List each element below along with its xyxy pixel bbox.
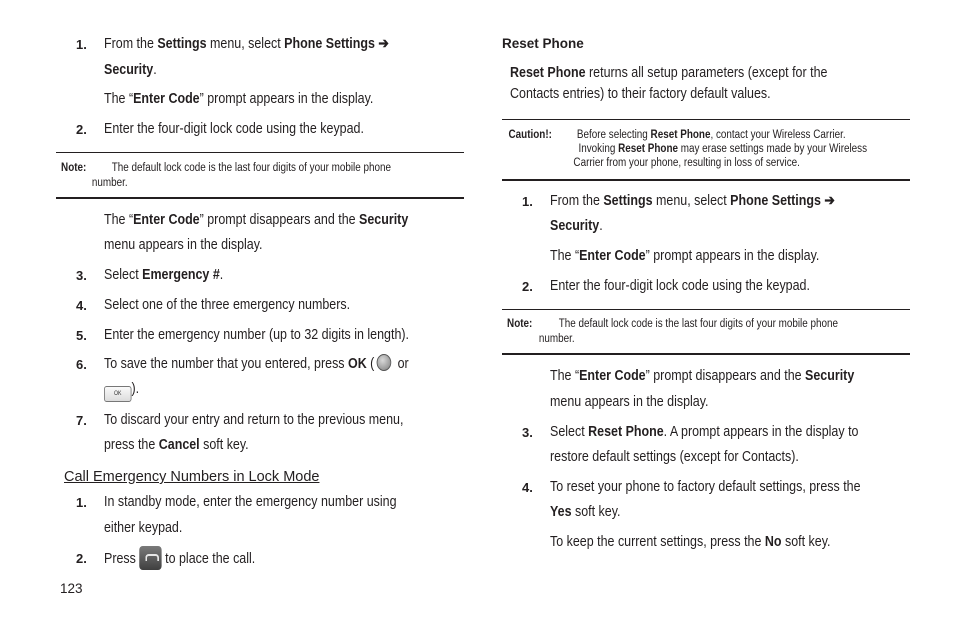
step-text-continued: press the Cancel soft key. [104,437,249,453]
step-text-continued: Security. [104,62,157,78]
step-text: Enter the four-digit lock code using the keypad. [104,121,364,137]
step-text: Select Reset Phone. A prompt appears in the display to [550,424,859,440]
step-number: 3. [76,268,87,283]
note-top-rule [502,309,910,310]
note-text-continued: number. [538,333,575,345]
note-bottom-rule [502,353,910,355]
step-number: 2. [76,122,87,137]
note-label: Note: [61,162,87,174]
step-subtext: The “Enter Code” prompt appears in the display. [104,91,374,107]
paragraph: Reset Phone returns all setup parameters (except for the [510,65,828,81]
step-text-continued: OK ). [104,377,139,402]
caution-text-continued: Carrier from your phone, resulting in loss of service. [573,157,800,169]
page-number: 123 [60,581,83,596]
send-key-icon [139,546,161,570]
step-text-continued: Yes soft key. [550,504,621,520]
step-text: To reset your phone to factory default settings, press the [550,479,861,495]
caution-text-continued: Invoking Reset Phone may erase settings made by your Wireless [578,143,868,155]
ok-soft-key-icon: OK [104,386,132,402]
step-text: To discard your entry and return to the previous menu, [104,412,404,428]
paragraph-continued: menu appears in the display. [550,394,709,410]
caution-label: Caution!: [508,129,552,141]
paragraph: The “Enter Code” prompt disappears and the Security [104,212,409,228]
note-text: The default lock code is the last four digits of your mobile phone [111,162,392,174]
step-number: 7. [76,413,87,428]
step-text: To save the number that you entered, press OK ( or [104,356,409,372]
step-text: From the Settings menu, select Phone Settings ➔ [550,193,835,209]
step-text: In standby mode, enter the emergency number using [104,494,397,510]
caution-bottom-rule [502,179,910,181]
step-number: 4. [522,480,533,495]
step-number: 2. [76,551,87,566]
step-text: Enter the emergency number (up to 32 digits in length). [104,327,410,343]
section-heading: Reset Phone [502,36,584,51]
note-top-rule [56,152,464,153]
step-number: 5. [76,328,87,343]
step-number: 1. [76,37,87,52]
section-subheading: Call Emergency Numbers in Lock Mode [64,469,320,485]
step-text: Enter the four-digit lock code using the keypad. [550,278,810,294]
paragraph: To keep the current settings, press the No soft key. [550,534,831,550]
step-number: 1. [76,495,87,510]
step-text: From the Settings menu, select Phone Settings ➔ [104,36,389,52]
note-text-continued: number. [91,177,128,189]
step-number: 3. [522,425,533,440]
step-number: 6. [76,357,87,372]
caution-top-rule [502,119,910,120]
step-number: 2. [522,279,533,294]
note-label: Note: [507,318,533,330]
paragraph: The “Enter Code” prompt disappears and the Security [550,368,855,384]
note-bottom-rule [56,197,464,199]
step-subtext: The “Enter Code” prompt appears in the display. [550,248,820,264]
note-text: The default lock code is the last four digits of your mobile phone [558,318,839,330]
caution-text: Before selecting Reset Phone, contact your Wireless Carrier. [576,129,846,141]
step-text: Select Emergency #. [104,267,224,283]
step-number: 1. [522,194,533,209]
ok-key-icon [377,354,392,371]
paragraph-continued: Contacts entries) to their factory default values. [510,86,771,102]
step-text-continued: restore default settings (except for Contacts). [550,449,799,465]
step-number: 4. [76,298,87,313]
step-text-continued: Security. [550,218,603,234]
step-text: Press to place the call. [104,546,255,572]
step-text: Select one of the three emergency numbers. [104,297,351,313]
step-text-continued: either keypad. [104,520,183,536]
paragraph-continued: menu appears in the display. [104,237,263,253]
